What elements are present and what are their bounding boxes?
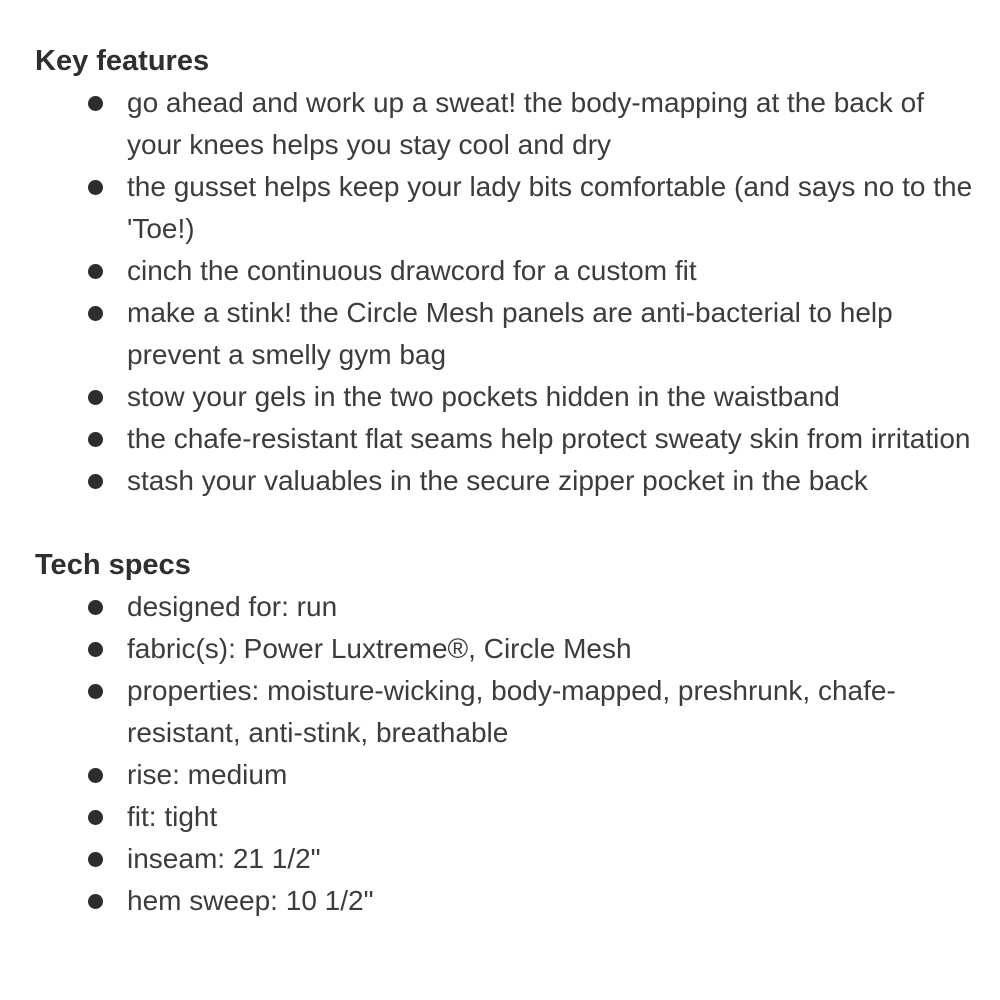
list-item — [35, 754, 975, 796]
key-features-heading: Key features — [35, 45, 210, 77]
list-item-text: make a stink! the Circle Mesh panels are anti-bacterial to help prevent a smelly gym bag — [127, 297, 893, 370]
bullet-icon — [88, 852, 103, 867]
list-item-text: properties: moisture-wicking, body-mapped, preshrunk, chafe-resistant, anti-stink, breathable — [127, 675, 896, 748]
section-spacer — [35, 502, 975, 544]
bullet-icon — [88, 264, 103, 279]
list-item-text: hem sweep: 10 1/2" — [127, 885, 374, 916]
bullet-icon — [88, 894, 103, 909]
list-item — [35, 376, 975, 418]
bullet-icon — [88, 474, 103, 489]
bullet-icon — [88, 432, 103, 447]
list-item — [35, 82, 975, 166]
bullet-icon — [88, 768, 103, 783]
list-item-text: fit: tight — [127, 801, 218, 832]
list-item-text: the gusset helps keep your lady bits comfortable (and says no to the 'Toe!) — [127, 171, 973, 244]
bullet-icon — [88, 390, 103, 405]
list-item-text: designed for: run — [127, 591, 338, 622]
bullet-icon — [88, 810, 103, 825]
list-item — [35, 880, 975, 922]
list-item — [35, 838, 975, 880]
list-item-text: stow your gels in the two pockets hidden in the waistband — [127, 381, 840, 412]
list-item — [35, 796, 975, 838]
list-item-text: go ahead and work up a sweat! the body-mapping at the back of your knees helps you stay cool and dry — [127, 87, 924, 160]
bullet-icon — [88, 96, 103, 111]
list-item-text: stash your valuables in the secure zipper pocket in the back — [127, 465, 868, 496]
list-item — [35, 292, 975, 376]
bullet-icon — [88, 306, 103, 321]
tech-specs-list — [35, 586, 975, 922]
list-item — [35, 586, 975, 628]
list-item — [35, 418, 975, 460]
key-features-section — [35, 40, 975, 502]
list-item-text: rise: medium — [127, 759, 288, 790]
product-details — [35, 40, 975, 922]
list-item — [35, 628, 975, 670]
list-item-text: inseam: 21 1/2" — [127, 843, 321, 874]
bullet-icon — [88, 600, 103, 615]
bullet-icon — [88, 642, 103, 657]
key-features-list — [35, 82, 975, 502]
list-item-text: the chafe-resistant flat seams help protect sweaty skin from irritation — [127, 423, 971, 454]
list-item-text: fabric(s): Power Luxtreme®, Circle Mesh — [127, 633, 632, 664]
list-item-text: cinch the continuous drawcord for a custom fit — [127, 255, 697, 286]
list-item — [35, 250, 975, 292]
tech-specs-heading: Tech specs — [35, 549, 191, 581]
tech-specs-section — [35, 544, 975, 922]
list-item — [35, 670, 975, 754]
list-item — [35, 166, 975, 250]
list-item — [35, 460, 975, 502]
bullet-icon — [88, 684, 103, 699]
bullet-icon — [88, 180, 103, 195]
